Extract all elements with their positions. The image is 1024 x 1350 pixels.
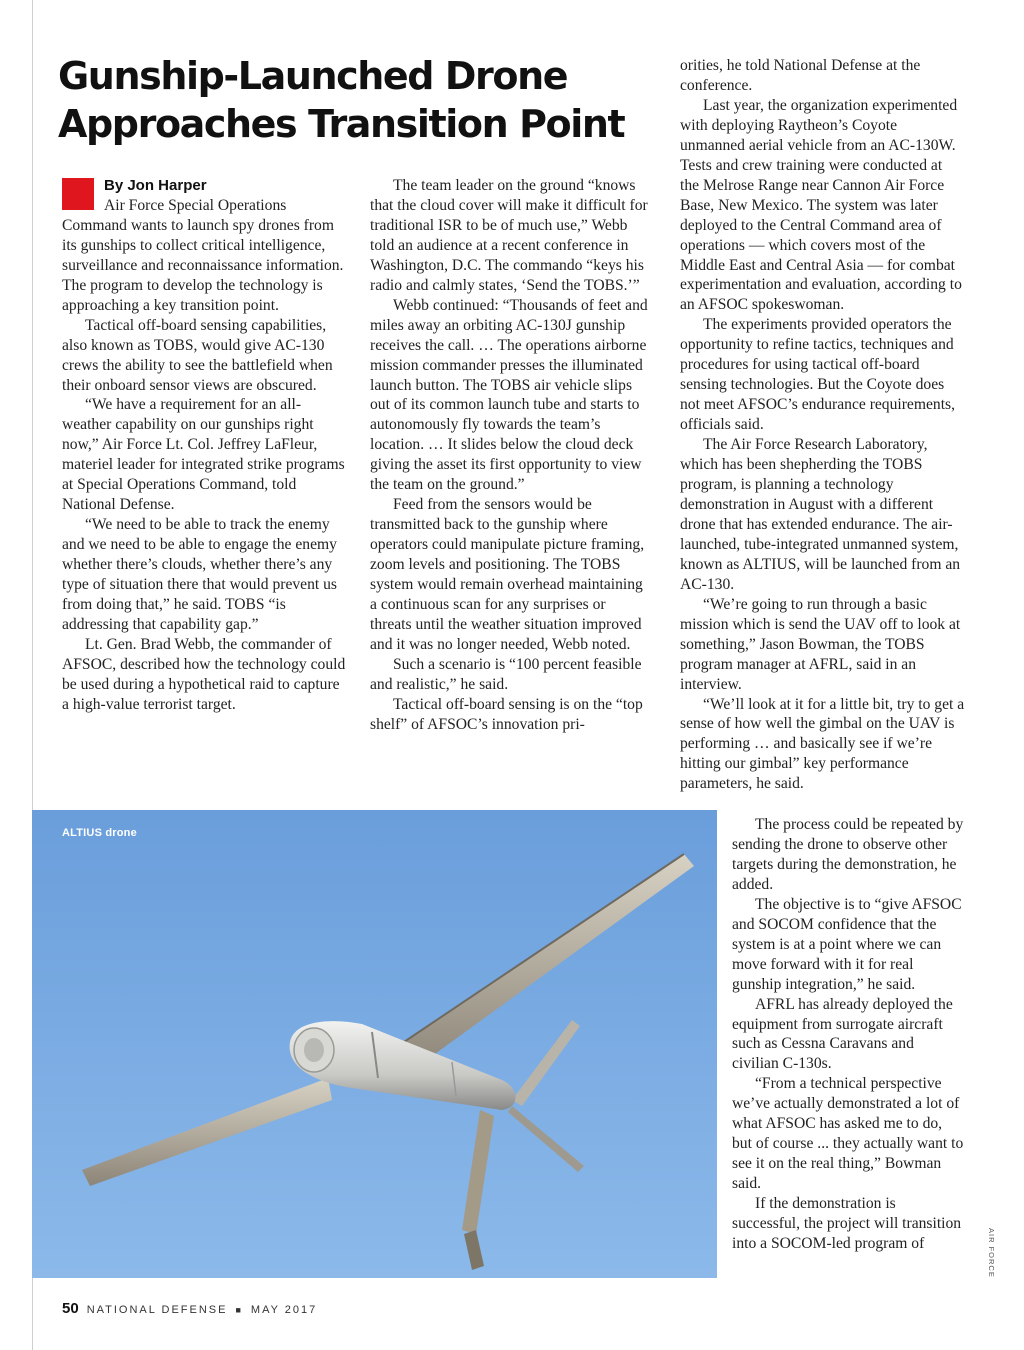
footer-separator: ■	[235, 1305, 243, 1315]
article-column-3	[680, 56, 965, 794]
paragraph: The process could be repeated by sending the drone to observe other targets during the demonstration, he added.	[732, 816, 964, 893]
paragraph: The objective is to “give AFSOC and SOCOM confidence that the system is at a point where we can move forward with it for real gunship integration,” he said.	[732, 895, 962, 993]
paragraph: “We’re going to run through a basic mission which is send the UAV off to look at something,” Jason Bowman, the TOBS program manager at AFRL, said in an interview.	[680, 595, 961, 693]
article-headline: Gunship-Launched Drone Approaches Transition Point	[58, 54, 625, 146]
page-number: 50	[62, 1300, 79, 1317]
article-column-1	[62, 176, 347, 715]
paragraph: If the demonstration is successful, the project will transition into a SOCOM-led program of	[732, 1195, 962, 1253]
paragraph: “From a technical perspective we’ve actually demonstrated a lot of what AFSOC has asked me to do, but of course ... they actually want to see it on the real thing,” Bowman said.	[732, 1075, 964, 1193]
paragraph: Last year, the organization experimented with deploying Raytheon’s Coyote unmanned aerial vehicle from an AC-130W. Tests and crew training were conducted at the Melrose Range near Cannon Air Force Base, New Mexico. The system was later deployed to the Central Command area of operations — which covers most of the Middle East and Central Asia — for combat experimentation and evaluation, according to an AFSOC spokeswoman.	[680, 96, 962, 314]
altius-drone-photo	[32, 810, 717, 1278]
section-side-label: AIR FORCE	[987, 1228, 996, 1278]
paragraph-continued: orities, he told National Defense at the conference.	[680, 57, 921, 94]
paragraph: “We need to be able to track the enemy and we need to be able to engage the enemy whether there’s clouds, whether there’s any type of situation there that would prevent us from doing that,” he said. TOBS “is addressing that capability gap.”	[62, 516, 337, 633]
article-column-3-wrap	[732, 815, 964, 1254]
page-footer	[62, 1300, 317, 1317]
paragraph: Tactical off-board sensing capabilities, also known as TOBS, would give AC-130 crews the ability to see the battlefield when their onboard sensor views are obscured.	[62, 316, 333, 394]
byline: By Jon Harper	[104, 177, 207, 194]
article-column-2	[370, 176, 650, 735]
paragraph: Tactical off-board sensing is on the “top shelf” of AFSOC’s innovation pri-	[370, 695, 643, 733]
paragraph: Lt. Gen. Brad Webb, the commander of AFSOC, described how the technology could be used during a hypothetical raid to capture a high-value terrorist target.	[62, 635, 346, 713]
photo-caption: ALTIUS drone	[62, 827, 137, 839]
drone-illustration	[32, 810, 717, 1278]
sensor-lens	[304, 1038, 324, 1062]
publication-name: NATIONAL DEFENSE	[86, 1304, 228, 1316]
paragraph: Webb continued: “Thousands of feet and miles away an orbiting AC-130J gunship receives the call. … The operations airborne mission commander presses the illuminated launch button. The TOBS air vehicle slips out of its common launch tube and starts to autonomously fly towards the team’s location. … It slides below the cloud deck giving the asset its first opportunity to view the team on the ground.”	[370, 296, 648, 494]
paragraph: AFRL has already deployed the equipment from surrogate aircraft such as Cessna Caravans and civilian C-130s.	[732, 995, 953, 1073]
paragraph: Such a scenario is “100 percent feasible and realistic,” he said.	[370, 655, 642, 693]
paragraph: Feed from the sensors would be transmitted back to the gunship where operators could manipulate picture framing, zoom levels and positioning. The TOBS system would remain overhead maintaining a continuous scan for any surprises or threats until the weather situation improved and it was no longer needed, Webb noted.	[370, 496, 645, 653]
paragraph: The team leader on the ground “knows that the cloud cover will make it difficult for traditional ISR to be of much use,” Webb told an audience at a recent conference in Washington, D.C. The commando “keys his radio and calmly states, ‘Send the TOBS.’”	[370, 177, 648, 294]
byline-block	[62, 176, 347, 316]
paragraph: The experiments provided operators the opportunity to refine tactics, techniques and procedures for using tactical off-board sensing technologies. But the Coyote does not meet AFSOC’s endurance requirements, officials said.	[680, 316, 955, 434]
paragraph: The Air Force Research Laboratory, which has been shepherding the TOBS program, is planning a technology demonstration in August with a different drone that has extended endurance. The air-launched, tube-integrated unmanned system, known as ALTIUS, will be launched from an AC-130.	[680, 436, 961, 593]
issue-date: MAY 2017	[250, 1304, 318, 1316]
paragraph: “We have a requirement for an all-weather capability on our gunships right now,” Air Force Lt. Col. Jeffrey LaFleur, materiel leader for integrated strike programs at Special Operations Command, told National Defense.	[62, 396, 345, 514]
lead-paragraph: Air Force Special Operations Command wants to launch spy drones from its gunships to collect critical intelligence, surveillance and reconnaissance information. The program to develop the technology is approaching a key transition point.	[62, 196, 344, 314]
paragraph: “We’ll look at it for a little bit, try to get a sense of how well the gimbal on the UAV is performing … and basically see if we’re hitting our gimbal” key performance parameters, he said.	[680, 695, 965, 793]
